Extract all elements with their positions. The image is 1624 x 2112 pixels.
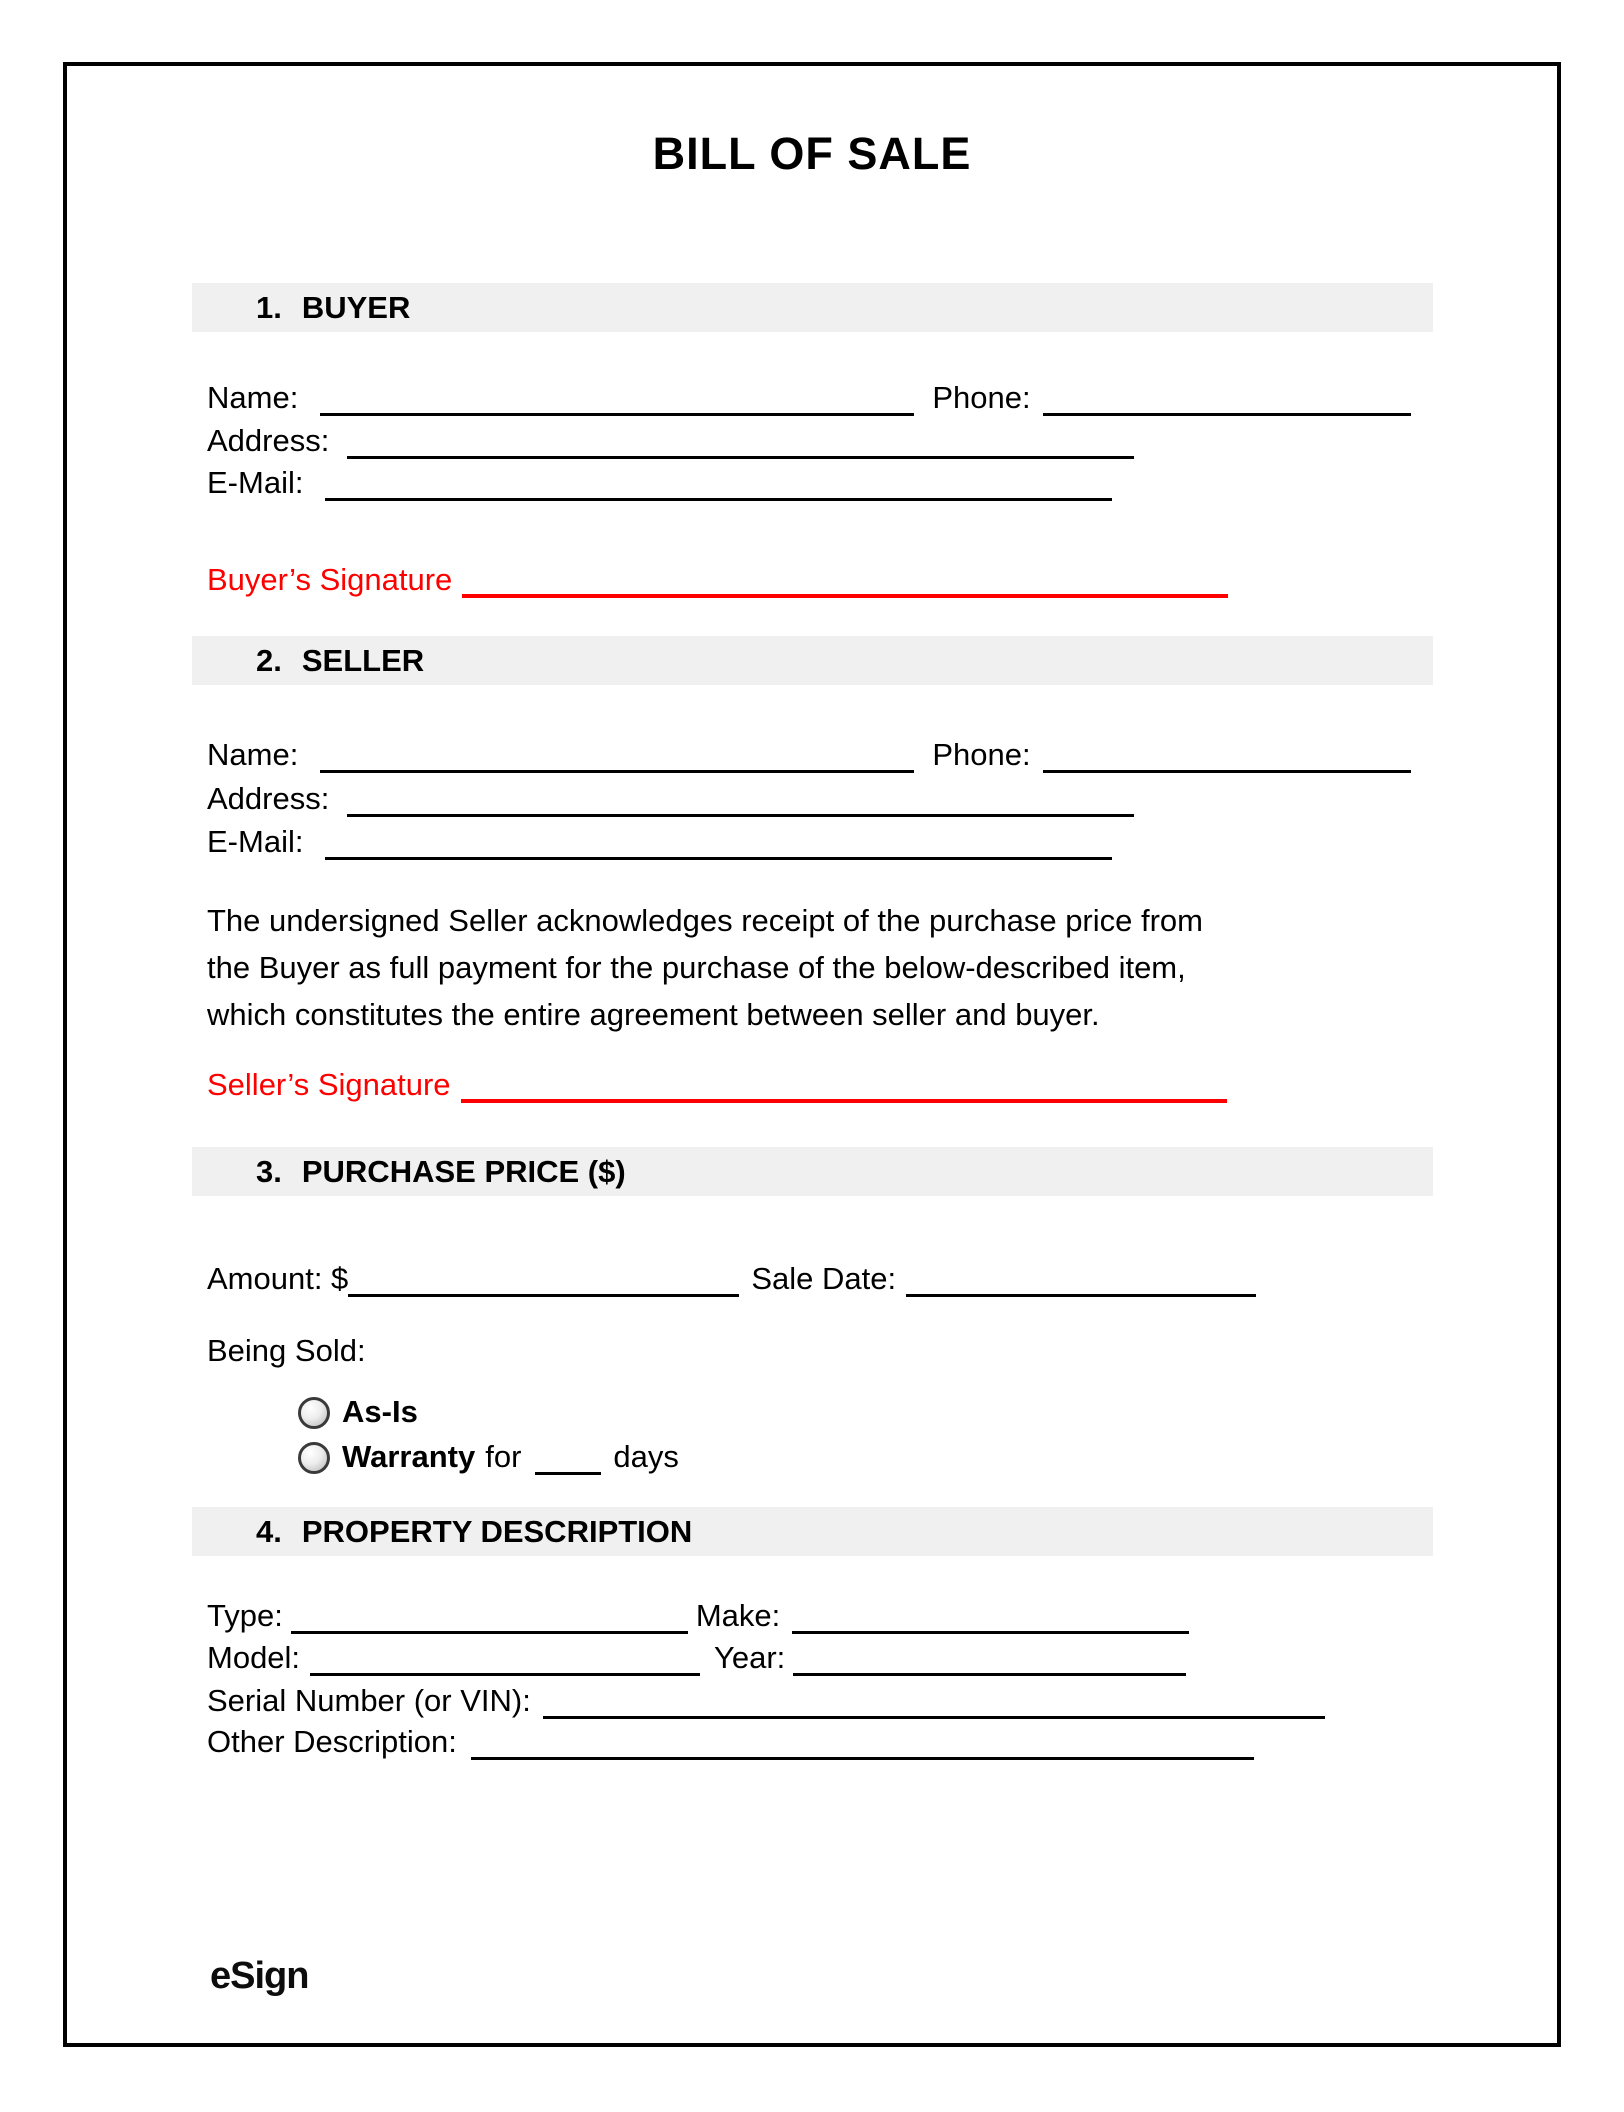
as-is-label: As-Is [342,1394,418,1429]
year-field[interactable] [793,1639,1186,1676]
other-description-row [207,1723,1254,1760]
type-make-row [207,1597,1189,1634]
section-heading: PROPERTY DESCRIPTION [301,1513,693,1549]
warranty-for-label: for [485,1439,522,1474]
section-number: 1. [256,289,282,325]
warranty-radio[interactable] [298,1442,330,1474]
model-label: Model: [207,1640,301,1675]
year-label: Year: [714,1640,786,1675]
paragraph-line: which constitutes the entire agreement between seller and buyer. [207,997,1100,1032]
seller-email-row [207,823,1112,860]
section-heading: PURCHASE PRICE ($) [301,1153,626,1189]
section-number: 3. [256,1153,282,1189]
seller-email-field[interactable] [325,823,1112,860]
buyer-email-label: E-Mail: [207,465,304,500]
other-description-label: Other Description: [207,1724,457,1759]
model-field[interactable] [310,1639,700,1676]
section-header-buyer [192,283,1433,332]
buyer-address-row [207,422,1134,459]
buyer-name-row [207,379,1411,416]
buyer-name-label: Name: [207,380,299,415]
seller-signature-row [207,1065,1227,1103]
seller-name-row [207,736,1411,773]
paragraph-line: the Buyer as full payment for the purchase of the below-described item, [207,950,1186,985]
seller-email-label: E-Mail: [207,824,304,859]
as-is-radio[interactable] [298,1397,330,1429]
sale-date-field[interactable] [906,1260,1256,1297]
sale-date-label: Sale Date: [751,1261,897,1296]
seller-address-label: Address: [207,781,330,816]
section-number: 4. [256,1513,282,1549]
buyer-signature-row [207,560,1228,598]
seller-phone-field[interactable] [1043,736,1411,773]
seller-name-field[interactable] [320,736,914,773]
being-sold-row [207,1333,366,1369]
seller-signature-field[interactable] [461,1065,1227,1103]
serial-label: Serial Number (or VIN): [207,1683,531,1718]
type-field[interactable] [291,1597,688,1634]
amount-label: Amount: $ [207,1261,349,1296]
type-label: Type: [207,1598,283,1633]
seller-name-label: Name: [207,737,299,772]
section-header-property [192,1507,1433,1556]
buyer-signature-label: Buyer’s Signature [207,562,453,597]
seller-address-row [207,780,1134,817]
buyer-email-field[interactable] [325,464,1112,501]
as-is-option-row [298,1394,418,1430]
model-year-row [207,1639,1186,1676]
other-description-field[interactable] [471,1723,1254,1760]
buyer-phone-field[interactable] [1043,379,1411,416]
make-field[interactable] [792,1597,1189,1634]
warranty-days-label: days [613,1439,679,1474]
warranty-days-field[interactable] [535,1438,601,1475]
paragraph-line: The undersigned Seller acknowledges receipt of the purchase price from [207,903,1203,938]
amount-row [207,1260,1256,1297]
esign-logo: eSign [210,1955,309,1997]
buyer-address-label: Address: [207,423,330,458]
seller-phone-label: Phone: [932,737,1031,772]
serial-row [207,1682,1325,1719]
warranty-option-row [298,1438,679,1475]
section-number: 2. [256,642,282,678]
buyer-email-row [207,464,1112,501]
make-label: Make: [695,1598,781,1633]
section-header-seller [192,636,1433,685]
warranty-label: Warranty [342,1439,476,1474]
section-heading: BUYER [301,289,411,325]
buyer-phone-label: Phone: [932,380,1031,415]
seller-signature-label: Seller’s Signature [207,1067,451,1102]
section-header-purchase-price [192,1147,1433,1196]
section-heading: SELLER [301,642,425,678]
serial-field[interactable] [543,1682,1325,1719]
amount-field[interactable] [348,1260,739,1297]
being-sold-label: Being Sold: [207,1333,366,1368]
buyer-signature-field[interactable] [462,560,1228,598]
seller-acknowledgement-paragraph [207,897,1203,1038]
buyer-address-field[interactable] [347,422,1134,459]
document-title: BILL OF SALE [652,128,972,179]
seller-address-field[interactable] [347,780,1134,817]
buyer-name-field[interactable] [320,379,914,416]
